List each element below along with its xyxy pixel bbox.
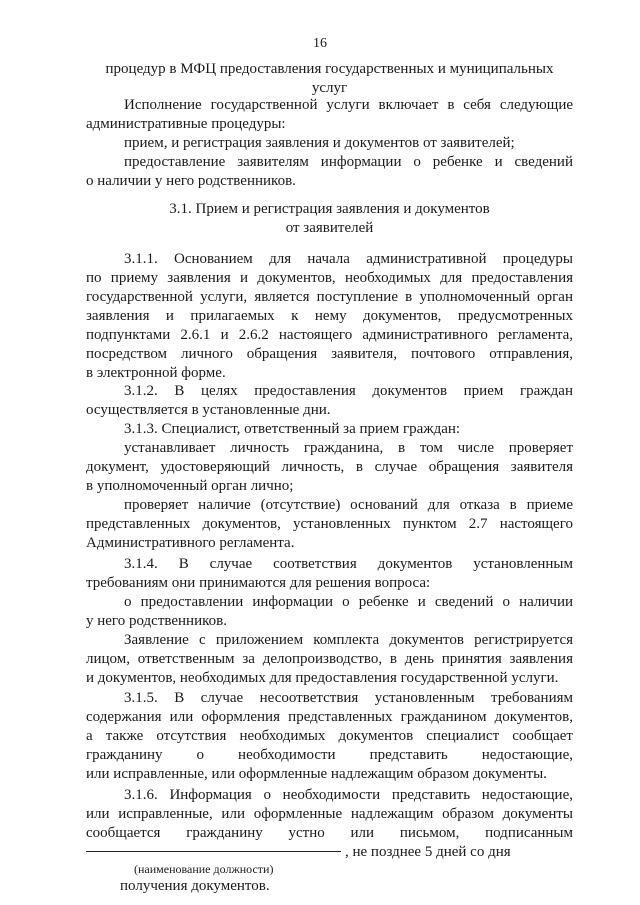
text-line: в электронной форме.	[86, 365, 226, 381]
page-number: 16	[313, 36, 327, 51]
text-line: представленных документов, установленных пунктом 2.7 настоящего	[86, 516, 573, 532]
intro-paragraph	[86, 96, 573, 191]
signature-line-text: , не позднее 5 дней со дня	[345, 844, 511, 860]
text-line: осуществляется в установленные дни.	[86, 402, 331, 418]
text-line: 3.1.4. В случае соответствия документов установленным	[124, 556, 573, 572]
text-line: Заявление с приложением комплекта документов регистрируется	[124, 632, 573, 648]
section-heading-line: 3.1. Прием и регистрация заявления и документов	[169, 201, 490, 217]
signature-blank	[86, 851, 341, 852]
text-line: сообщается гражданину устно или письмом, подписанным	[86, 825, 573, 841]
text-line: документ, удостоверяющий личность, в случае обращения заявителя	[86, 459, 573, 475]
text-line: и документов, необходимых для предоставления государственной услуги.	[86, 670, 559, 686]
text-line: государственной услуги, является поступление в уполномоченный орган	[86, 289, 573, 305]
text-line: Исполнение государственной услуги включает в себя следующие	[124, 97, 573, 113]
paragraph-3-1-4	[86, 555, 573, 688]
text-line: заявления и прилагаемых к нему документов, предусмотренных	[86, 308, 573, 324]
procedures-heading-line: услуг	[311, 80, 348, 96]
text-line: требованиям они принимаются для решения вопроса:	[86, 575, 431, 591]
text-line: административные процедуры:	[86, 116, 286, 132]
text-line: предоставление заявителям информации о ребенке и сведений	[124, 154, 573, 170]
text-line: в уполномоченный орган лично;	[86, 478, 294, 494]
paragraph-3-1-5	[86, 689, 573, 784]
text-line: Административного регламента.	[86, 535, 295, 551]
list-item: прием, и регистрация заявления и документов от заявителей;	[124, 135, 515, 151]
text-line: 3.1.2. В целях предоставления документов прием граждан	[124, 383, 573, 399]
text-line: или исправленные, или оформленные надлежащим образом документы.	[86, 766, 547, 782]
paragraph-3-1-3	[86, 420, 573, 553]
signature-caption: (наименование должности)	[134, 862, 274, 876]
text-line: у него родственников.	[86, 613, 227, 629]
section-heading	[86, 200, 573, 238]
text-line: посредством личного обращения заявителя, почтового отправления,	[86, 346, 573, 362]
text-line: по приему заявления и документов, необходимых для предоставления	[86, 270, 573, 286]
text-line: о предоставлении информации о ребенке и сведений о наличии	[124, 594, 573, 610]
text-line: 3.1.5. В случае несоответствия установленным требованиям	[124, 690, 573, 706]
signature-line	[86, 843, 573, 862]
text-line: проверяет наличие (отсутствие) оснований для отказа в приеме	[124, 497, 573, 513]
text-line: лицом, ответственным за делопроизводство, в день принятия заявления	[86, 651, 573, 667]
procedures-heading	[86, 60, 573, 98]
paragraph-3-1-1	[86, 250, 573, 383]
procedures-heading-line: процедур в МФЦ предоставления государственных и муниципальных	[105, 61, 554, 77]
paragraph-3-1-6	[86, 786, 573, 896]
text-line: 3.1.1. Основанием для начала административной процедуры	[124, 251, 573, 267]
paragraph-3-1-2	[86, 382, 573, 420]
text-line: о наличии у него родственников.	[86, 173, 296, 189]
text-line: содержания или оформления представленных гражданином документов,	[86, 709, 573, 725]
final-line: получения документов.	[120, 878, 270, 894]
text-line: устанавливает личность гражданина, в том числе проверяет	[124, 440, 573, 456]
text-line: гражданину о необходимости представить недостающие,	[86, 747, 573, 763]
section-heading-line: от заявителей	[285, 220, 374, 236]
text-line: 3.1.6. Информация о необходимости представить недостающие,	[124, 787, 573, 803]
text-line: подпунктами 2.6.1 и 2.6.2 настоящего административного регламента,	[86, 327, 573, 343]
text-line: 3.1.3. Специалист, ответственный за прием граждан:	[124, 421, 461, 437]
text-line: или исправленные, или оформленные надлежащим образом документы	[86, 806, 573, 822]
text-line: а также отсутствия необходимых документов специалист сообщает	[86, 728, 573, 744]
